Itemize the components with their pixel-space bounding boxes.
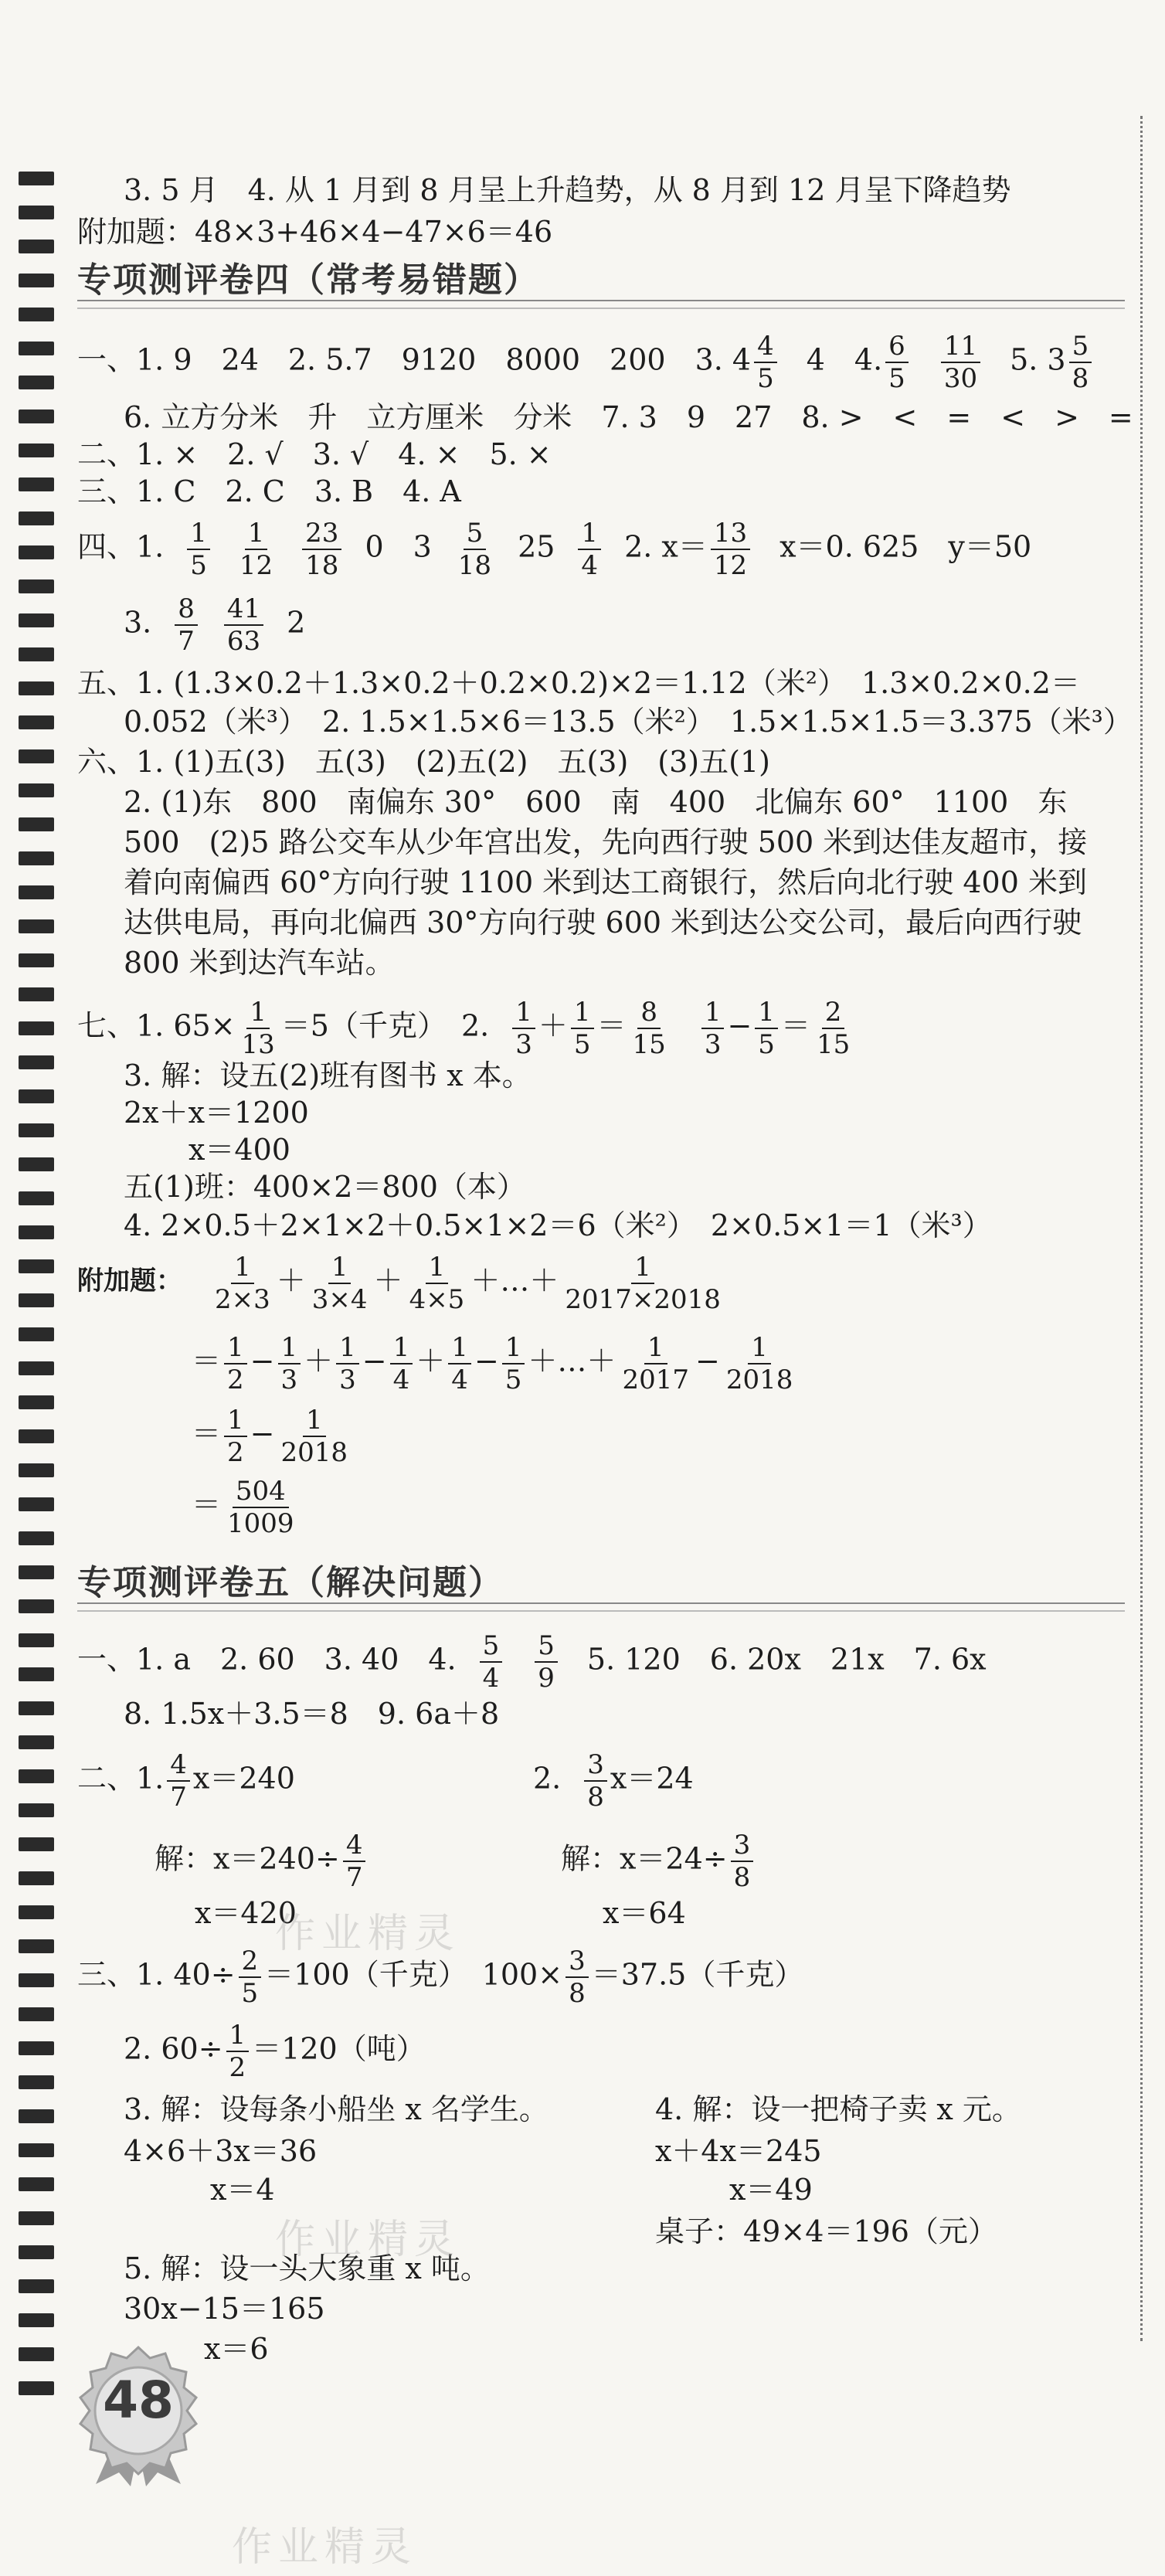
answer-line: 解：x＝24÷ $\frac{3}{8}$ — [561, 1830, 756, 1893]
answer-line: 5. 解：设一头大象重 x 吨。 — [124, 2251, 490, 2285]
answer-line: 六、1. (1)五(3) 五(3) (2)五(2) 五(3) (3)五(1) — [77, 745, 770, 779]
answer-line: 着向南偏西 60°方向行驶 1100 米到达工商银行，然后向北行驶 400 米到 — [124, 865, 1087, 899]
answer-line: 3. 解：设每条小船坐 x 名学生。 — [124, 2092, 549, 2126]
answer-line: 解：x＝240÷ $\frac{4}{7}$ — [155, 1830, 369, 1893]
margin-bar — [19, 1905, 54, 1919]
answer-line: x＝4 — [210, 2173, 275, 2207]
margin-bar — [19, 1123, 54, 1137]
margin-bar — [19, 1191, 54, 1205]
extra-line-4: ＝ $\frac{504}{1009}$ — [192, 1476, 294, 1539]
margin-bar — [19, 172, 54, 185]
fraction: $\frac{5}{8}$ — [1069, 331, 1092, 394]
answer-line: x＝400 — [189, 1133, 290, 1167]
margin-bar — [19, 1021, 54, 1035]
extra-line-2: ＝ $\frac{1}{2}$ − $\frac{1}{3}$ ＋ $\frac{1}{3}$ − $\frac{1}{4}$ ＋ $\frac{1}{4}$ − $\frac{1}{5}$ ＋…＋ $\frac{1}{2017}$ − $\frac{1}{2018}$ — [192, 1332, 793, 1395]
margin-bar — [19, 1497, 54, 1511]
answer-line: 三、1. C 2. C 3. B 4. A — [77, 474, 461, 508]
answer-line: 8. 1.5x＋3.5＝8 9. 6a＋8 — [124, 1697, 500, 1731]
answer-line: 二、1. $\frac{4}{7}$ x＝240 — [77, 1749, 295, 1813]
section-title: 专项测评卷四（常考易错题） — [77, 260, 539, 300]
margin-bar — [19, 715, 54, 729]
answer-line: 6. 立方分米 升 立方厘米 分米 7. 3 9 27 8. > < = < > = — [124, 400, 1133, 434]
margin-bar — [19, 2109, 54, 2123]
answer-line: 桌子：49×4＝196（元） — [655, 2214, 997, 2248]
answer-line: 500 (2)5 路公交车从少年宫出发，先向西行驶 500 米到达佳友超市，接 — [124, 825, 1088, 859]
margin-bar — [19, 376, 54, 389]
margin-bar — [19, 851, 54, 865]
extra-line-1: $\frac{1}{2\times 3}$ ＋ $\frac{1}{3\times 4}$ ＋ $\frac{1}{4\times 5}$ ＋…＋ $\frac{1}{2017\times 2018}$ — [215, 1252, 721, 1315]
margin-bar — [19, 783, 54, 797]
margin-bar — [19, 987, 54, 1001]
margin-bar — [19, 2007, 54, 2021]
margin-bar — [19, 410, 54, 423]
watermark: 作业精灵 — [232, 2524, 418, 2571]
answer-line: 四、1. $\frac{1}{5}$ $\frac{1}{12}$ $\frac{23}{18}$ 0 3 $\frac{5}{18}$ 25 $\frac{1}{4}$ 2. x＝ $\frac{13}{12}$ x＝0. 625 y＝50 — [77, 518, 1032, 581]
margin-bar — [19, 647, 54, 661]
margin-bar — [19, 274, 54, 287]
fraction: $\frac{11}{30}$ — [941, 331, 980, 394]
margin-bar — [19, 2279, 54, 2293]
margin-bar — [19, 1599, 54, 1613]
answer-line: 二、1. × 2. √ 3. √ 4. × 5. × — [77, 437, 552, 471]
answer-line: 3. 解：设五(2)班有图书 x 本。 — [124, 1059, 532, 1093]
margin-bar — [19, 1089, 54, 1103]
margin-bar — [19, 1429, 54, 1443]
margin-bar — [19, 1395, 54, 1409]
answer-line: x＝420 — [195, 1896, 297, 1930]
margin-bar — [19, 1327, 54, 1341]
watermark: 作业精灵 — [275, 2217, 461, 2263]
margin-bar — [19, 1225, 54, 1239]
margin-bar — [19, 545, 54, 559]
margin-bar — [19, 1701, 54, 1715]
margin-bar — [19, 1769, 54, 1783]
answer-line: x＝64 — [603, 1896, 686, 1930]
answer-line: 2. 60÷ $\frac{1}{2}$ ＝120（吨） — [124, 2020, 426, 2083]
cut-line — [1140, 116, 1143, 2341]
margin-bar — [19, 1157, 54, 1171]
extra-line-3: ＝ $\frac{1}{2}$ − $\frac{1}{2018}$ — [192, 1405, 348, 1468]
margin-bar — [19, 2177, 54, 2191]
margin-bar — [19, 342, 54, 355]
margin-bar — [19, 477, 54, 491]
answer-line: 4. 解：设一把椅子卖 x 元。 — [655, 2092, 1021, 2126]
margin-bar — [19, 1871, 54, 1885]
answer-line: 附加题：48×3+46×4−47×6＝46 — [77, 215, 553, 249]
answer-line: x＝6 — [204, 2332, 269, 2366]
answer-line: 3. 5 月 4. 从 1 月到 8 月呈上升趋势，从 8 月到 12 月呈下降趋势 — [124, 173, 1011, 207]
margin-bar — [19, 1293, 54, 1307]
answer-line: 五、1. (1.3×0.2＋1.3×0.2＋0.2×0.2)×2＝1.12（米²） 1.3×0.2×0.2＝ — [77, 666, 1080, 700]
extra-label: 附加题： — [77, 1266, 182, 1296]
fraction: $\frac{6}{5}$ — [885, 331, 909, 394]
answer-line: 七、1. 65× $\frac{1}{13}$ ＝5（千克） 2. $\frac{1}{3}$ ＋ $\frac{1}{5}$ ＝ $\frac{8}{15}$ $\frac{1}{3}$ − $\frac{1}{5}$ ＝ $\frac{2}{15}$ — [77, 997, 851, 1060]
answer-line: 达供电局，再向北偏西 30°方向行驶 600 米到达公交公司，最后向西行驶 — [124, 906, 1082, 940]
margin-bar — [19, 885, 54, 899]
margin-bar — [19, 240, 54, 253]
margin-bar — [19, 1055, 54, 1069]
answer-line: 五(1)班：400×2＝800（本） — [124, 1170, 526, 1204]
margin-bar — [19, 443, 54, 457]
answer-line: 2. (1)东 800 南偏东 30° 600 南 400 北偏东 60° 1100 东 — [124, 785, 1068, 819]
margin-bar — [19, 1633, 54, 1647]
margin-bar — [19, 2041, 54, 2055]
margin-bar — [19, 2313, 54, 2327]
answer-line: 3. $\frac{8}{7}$ $\frac{41}{63}$ 2 — [124, 593, 306, 657]
margin-bar — [19, 206, 54, 219]
margin-bar — [19, 2075, 54, 2089]
margin-bar — [19, 1361, 54, 1375]
answer-line: 4. 2×0.5＋2×1×2＋0.5×1×2＝6（米²） 2×0.5×1＝1（米³） — [124, 1208, 992, 1242]
margin-bar — [19, 1565, 54, 1579]
margin-bar — [19, 1973, 54, 1987]
margin-bar — [19, 2245, 54, 2259]
margin-bar — [19, 1531, 54, 1545]
margin-bar — [19, 1837, 54, 1851]
margin-bar — [19, 2211, 54, 2225]
margin-bar — [19, 1939, 54, 1953]
margin-bar — [19, 817, 54, 831]
margin-bar — [19, 2347, 54, 2361]
answer-line: 一、1. 9 24 2. 5.7 9120 8000 200 3. 4 $\frac{4}{5}$ 4 4. $\frac{6}{5}$ $\frac{11}{30}$ 5. 3 $\frac{5}{8}$ — [77, 331, 1095, 394]
margin-bar — [19, 1667, 54, 1681]
answer-line: x＋4x＝245 — [655, 2134, 822, 2168]
answer-line: 0.052（米³） 2. 1.5×1.5×6＝13.5（米²） 1.5×1.5×1.5＝3.375（米³） — [124, 705, 1133, 739]
margin-bar — [19, 749, 54, 763]
margin-bar — [19, 1803, 54, 1817]
margin-bar — [19, 1463, 54, 1477]
title-rule — [77, 1602, 1125, 1612]
answer-line: x＝49 — [729, 2173, 813, 2207]
page-number: 48 — [103, 2370, 174, 2430]
margin-bar — [19, 2381, 54, 2395]
answer-line: 三、1. 40÷ $\frac{2}{5}$ ＝100（千克） 100× $\frac{3}{8}$ ＝37.5（千克） — [77, 1946, 804, 2009]
margin-bar — [19, 308, 54, 321]
answer-line: 2x＋x＝1200 — [124, 1096, 309, 1130]
answer-line: 4×6＋3x＝36 — [124, 2134, 318, 2168]
margin-bar — [19, 2143, 54, 2157]
margin-bar — [19, 511, 54, 525]
margin-bar — [19, 919, 54, 933]
margin-bar — [19, 681, 54, 695]
answer-line: 800 米到达汽车站。 — [124, 946, 395, 980]
section-title: 专项测评卷五（解决问题） — [77, 1563, 504, 1602]
margin-bar — [19, 1259, 54, 1273]
answer-line: 一、1. a 2. 60 3. 40 4. $\frac{5}{4}$ $\frac{5}{9}$ 5. 120 6. 20x 21x 7. 6x — [77, 1630, 987, 1694]
answer-line: 2. $\frac{3}{8}$ x＝24 — [533, 1749, 694, 1813]
answer-line: 30x−15＝165 — [124, 2292, 325, 2326]
margin-bar — [19, 953, 54, 967]
fraction: $\frac{4}{5}$ — [754, 331, 777, 394]
margin-bar — [19, 579, 54, 593]
title-rule — [77, 300, 1125, 309]
margin-bar — [19, 613, 54, 627]
margin-bar — [19, 1735, 54, 1749]
watermark: 作业精灵 — [275, 1911, 461, 1957]
page-number-badge — [65, 2341, 212, 2488]
